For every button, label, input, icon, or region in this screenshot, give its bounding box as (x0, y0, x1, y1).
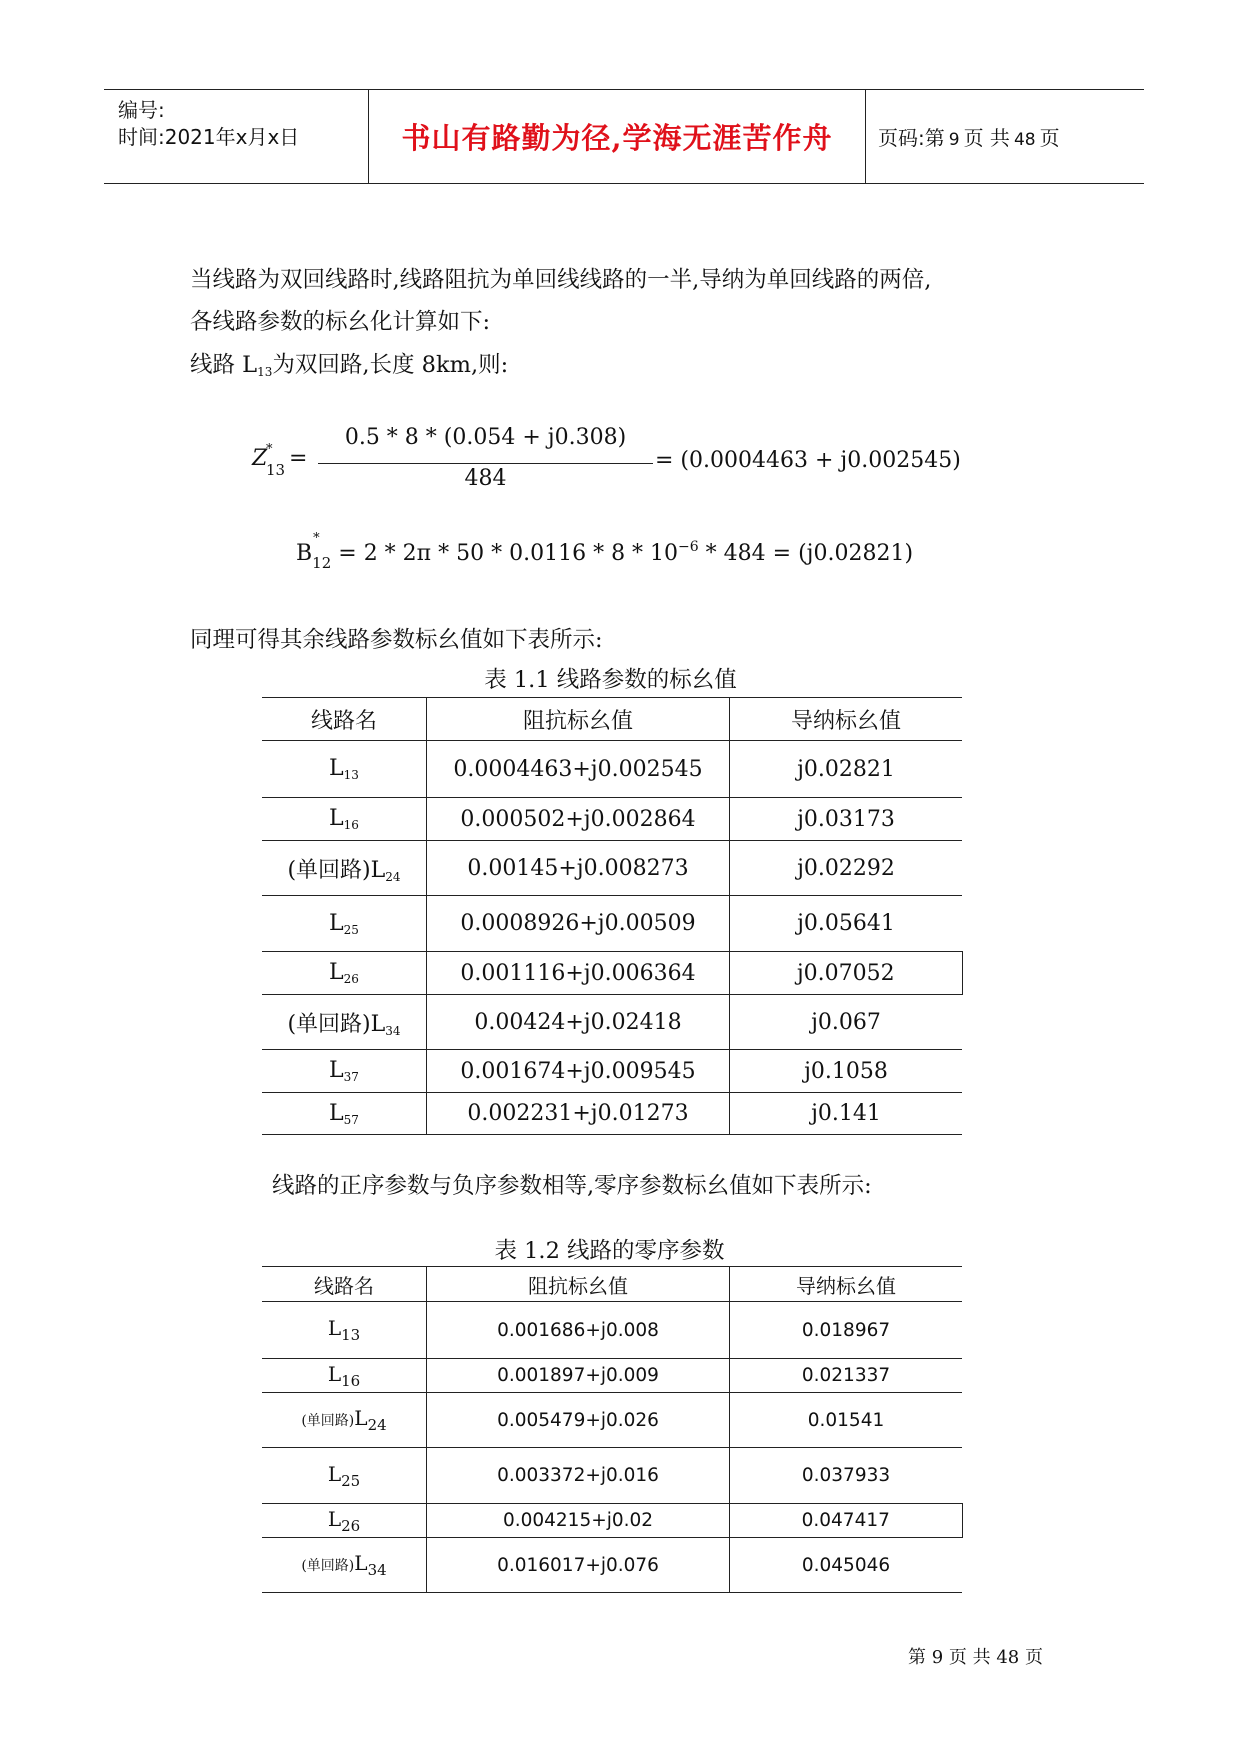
eq2 (296, 531, 914, 572)
header-cell: 线路名 (262, 1267, 427, 1302)
impedance-cell: 0.003372+j0.016 (427, 1448, 730, 1504)
eq2-exponent: −6 (678, 539, 699, 555)
line-symbol: L (329, 806, 344, 831)
impedance-cell: 0.0008926+j0.00509 (427, 896, 730, 952)
line-symbol: L (329, 1058, 344, 1083)
admittance-cell: j0.02292 (730, 841, 963, 896)
paragraph-line: 当线路为双回线路时,线路阻抗为单回线线路的一半,导纳为单回线路的两倍, (190, 267, 932, 293)
fraction-bar (318, 463, 653, 464)
eq2-symbol: B (296, 541, 313, 566)
page-number: 9 (948, 130, 960, 150)
impedance-cell: 0.000502+j0.002864 (427, 798, 730, 841)
line-name-cell (262, 1393, 427, 1448)
table-row (262, 1538, 962, 1593)
line-name-cell (262, 1050, 427, 1093)
motto: 书山有路勤为径,学海无涯苦作舟 (401, 121, 833, 155)
admittance-cell: j0.1058 (730, 1050, 963, 1093)
subscript: 13 (257, 365, 273, 379)
paragraph-line (190, 347, 508, 379)
table2-caption: 表 1.2 线路的零序参数 (494, 1238, 725, 1264)
page-total: 48 (1013, 130, 1036, 150)
impedance-cell: 0.001897+j0.009 (427, 1359, 730, 1393)
table-row (262, 741, 962, 798)
table-row (262, 798, 962, 841)
eq1-symbol: Z (252, 446, 268, 471)
line-prefix: (单回路) (301, 1558, 355, 1574)
line-sub: 25 (341, 1471, 361, 1490)
table-row (262, 995, 962, 1050)
line-sub: 24 (367, 1416, 387, 1434)
header-cell: 阻抗标幺值 (427, 1267, 730, 1302)
impedance-cell: 0.0004463+j0.002545 (427, 741, 730, 798)
eq1-sup: * (266, 442, 273, 457)
page-indicator (866, 122, 1060, 151)
eq1-denominator: 484 (464, 466, 507, 491)
line-sub: 13 (343, 768, 359, 782)
impedance-cell: 0.001674+j0.009545 (427, 1050, 730, 1093)
line-name-cell (262, 741, 427, 798)
line-prefix: (单回路) (301, 1413, 355, 1429)
admittance-cell: j0.07052 (730, 952, 963, 995)
admittance-cell: j0.141 (730, 1093, 963, 1135)
line-sub: 24 (385, 869, 401, 884)
text: 线路 L (190, 352, 258, 378)
impedance-cell: 0.00145+j0.008273 (427, 841, 730, 896)
number-label: 编号: (118, 98, 165, 122)
table-row (262, 952, 962, 995)
paragraph-line: 同理可得其余线路参数标幺值如下表所示: (190, 627, 603, 653)
line-name-cell (262, 841, 427, 896)
line-name-cell (262, 896, 427, 952)
eq2-scripts (312, 531, 332, 572)
header-cell: 导纳标幺值 (730, 698, 963, 741)
impedance-cell: 0.016017+j0.076 (427, 1538, 730, 1593)
impedance-cell: 0.001116+j0.006364 (427, 952, 730, 995)
admittance-cell: 0.045046 (730, 1538, 963, 1593)
table-row (262, 896, 962, 952)
line-name-cell (262, 1504, 427, 1538)
impedance-cell: 0.00424+j0.02418 (427, 995, 730, 1050)
table-row (262, 1504, 962, 1538)
table-row (262, 841, 962, 896)
line-symbol: L (370, 857, 386, 883)
line-name-cell (262, 952, 427, 995)
line-sub: 13 (341, 1326, 361, 1344)
admittance-cell: 0.037933 (730, 1448, 963, 1504)
line-sub: 26 (341, 1516, 361, 1535)
admittance-cell: 0.018967 (730, 1302, 963, 1359)
impedance-cell: 0.001686+j0.008 (427, 1302, 730, 1359)
table-row (262, 1359, 962, 1393)
eq1-result: = (0.0004463 + j0.002545) (655, 448, 961, 473)
eq2-rhs: = 2 * 2π * 50 * 0.0116 * 8 * 10 (338, 541, 679, 566)
line-prefix: (单回路) (287, 1011, 371, 1037)
admittance-cell: j0.03173 (730, 798, 963, 841)
line-sub: 34 (367, 1561, 387, 1579)
line-symbol: L (354, 1406, 368, 1430)
table1-caption: 表 1.1 线路参数的标幺值 (484, 667, 737, 693)
page-suffix: 页 (1039, 126, 1060, 150)
table-header-row (262, 698, 962, 741)
table2 (262, 1266, 963, 1593)
eq1-numerator: 0.5 * 8 * (0.054 + j0.308) (344, 425, 627, 450)
line-sub: 16 (341, 1371, 361, 1390)
text: 为双回路,长度 8km,则: (272, 352, 509, 378)
header-page-cell (866, 90, 1144, 183)
line-symbol: L (327, 1361, 342, 1386)
eq1-sub: 13 (266, 461, 286, 479)
page-footer: 第 9 页 共 48 页 (908, 1647, 1043, 1668)
eq2-sup: * (313, 531, 320, 546)
table-row (262, 1302, 962, 1359)
page-mid: 页 共 (963, 126, 1010, 150)
line-name-cell (262, 798, 427, 841)
admittance-cell: 0.01541 (730, 1393, 963, 1448)
page-prefix: 页码:第 (878, 126, 945, 150)
eq2-rhs-end: * 484 = (j0.02821) (698, 541, 914, 566)
impedance-cell: 0.002231+j0.01273 (427, 1093, 730, 1135)
line-name-cell (262, 1302, 427, 1359)
header-info-cell (104, 90, 369, 183)
line-name-cell (262, 995, 427, 1050)
eq2-sub: 12 (312, 554, 332, 572)
line-name-cell (262, 1359, 427, 1393)
line-name-cell (262, 1093, 427, 1135)
line-symbol: L (327, 1461, 342, 1486)
line-symbol: L (329, 910, 344, 936)
admittance-cell: 0.047417 (730, 1504, 963, 1538)
table-header-row (262, 1267, 962, 1302)
line-sub: 37 (343, 1070, 359, 1084)
line-symbol: L (329, 960, 344, 985)
eq1-equals: = (289, 446, 308, 471)
line-sub: 16 (343, 818, 359, 832)
header-cell: 线路名 (262, 698, 427, 741)
paragraph-line: 线路的正序参数与负序参数相等,零序参数标幺值如下表所示: (272, 1173, 872, 1199)
line-name-cell (262, 1538, 427, 1593)
table-row (262, 1393, 962, 1448)
header-motto-cell (369, 90, 866, 183)
eq1-lhs (252, 442, 286, 479)
line-sub: 25 (343, 922, 359, 937)
line-symbol: L (354, 1551, 368, 1575)
admittance-cell: j0.05641 (730, 896, 963, 952)
impedance-cell: 0.004215+j0.02 (427, 1504, 730, 1538)
line-symbol: L (327, 1316, 342, 1340)
table1 (262, 697, 963, 1135)
time-label: 时间:2021年x月x日 (118, 125, 300, 149)
table-row (262, 1448, 962, 1504)
header-cell: 阻抗标幺值 (427, 698, 730, 741)
admittance-cell: 0.021337 (730, 1359, 963, 1393)
line-symbol: L (327, 1506, 342, 1531)
admittance-cell: j0.02821 (730, 741, 963, 798)
line-sub: 26 (343, 972, 359, 986)
line-symbol: L (370, 1011, 386, 1037)
table-row (262, 1050, 962, 1093)
line-symbol: L (329, 756, 344, 781)
line-symbol: L (329, 1100, 344, 1126)
header-cell: 导纳标幺值 (730, 1267, 963, 1302)
page-header (104, 89, 1144, 184)
line-sub: 57 (343, 1112, 359, 1127)
line-prefix: (单回路) (287, 857, 371, 883)
line-sub: 34 (385, 1023, 401, 1038)
impedance-cell: 0.005479+j0.026 (427, 1393, 730, 1448)
table-row (262, 1093, 962, 1135)
admittance-cell: j0.067 (730, 995, 963, 1050)
paragraph-line: 各线路参数的标幺化计算如下: (190, 309, 491, 335)
line-name-cell (262, 1448, 427, 1504)
